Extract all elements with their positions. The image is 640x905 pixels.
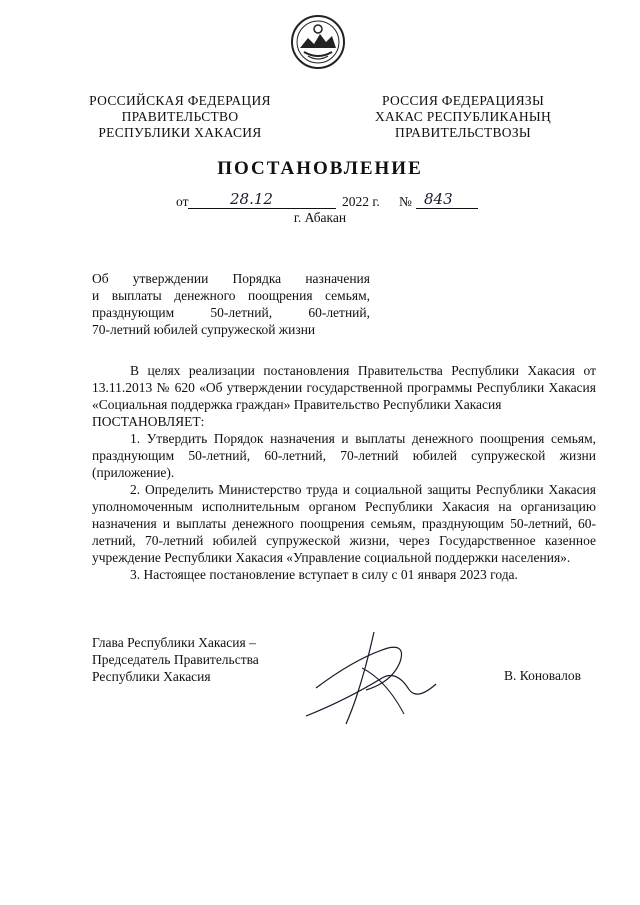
date-underline — [188, 190, 336, 209]
signatory-position-line: Председатель Правительства — [92, 652, 259, 667]
year-label: 2022 г. — [342, 194, 380, 209]
header-left-line: ПРАВИТЕЛЬСТВО — [121, 109, 239, 124]
document-subject — [92, 270, 370, 338]
number-label: № — [399, 194, 412, 209]
subject-line: Об утверждении Порядка назначения — [92, 271, 370, 286]
clause-3: 3. Настоящее постановление вступает в силу с 01 января 2023 года. — [130, 567, 518, 582]
preamble-text: В целях реализации постановления Правительства Республики Хакасия от 13.11.2013 № 620 «Об утверждении государственной программы Республики Хакасия «Социальная поддержка граждан» Правительство Республики Хакасия — [92, 363, 596, 412]
signatory-position-line: Глава Республики Хакасия – — [92, 635, 256, 650]
from-label: от — [176, 194, 189, 209]
clause-2: 2. Определить Министерство труда и социальной защиты Республики Хакасия уполномоченным исполнительным органом Республики Хакасия на организацию назначения и выплаты денежного поощрения семьям, празднующим 50-летний, 60-летний, 70-летний юбилей супружеской жизни, через Государственное казенное учреждение Республики Хакасия «Управление социальной поддержки населения». — [92, 482, 596, 565]
signatory-position — [92, 634, 259, 685]
signatory-name: В. Коновалов — [504, 668, 581, 683]
header-right — [360, 93, 566, 141]
city-label: г. Абакан — [293, 210, 347, 225]
header-left-line: РОССИЙСКАЯ ФЕДЕРАЦИЯ — [89, 93, 271, 108]
preamble-paragraph — [92, 362, 596, 430]
handwritten-date: 28.12 — [230, 190, 273, 208]
signatory-position-line: Республики Хакасия — [92, 669, 211, 684]
subject-line: и выплаты денежного поощрения семьям, — [92, 288, 370, 303]
subject-line: празднующим 50-летний, 60-летний, — [92, 305, 370, 320]
resolves-label: ПОСТАНОВЛЯЕТ: — [92, 414, 205, 429]
handwritten-signature — [296, 628, 446, 728]
header-left — [82, 93, 278, 141]
document-title: ПОСТАНОВЛЕНИЕ — [217, 158, 423, 179]
handwritten-number: 843 — [424, 190, 453, 208]
header-right-line: ХАКАС РЕСПУБЛИКАНЫҢ — [374, 109, 552, 124]
coat-of-arms-emblem — [290, 14, 346, 70]
subject-line: 70-летний юбилей супружеской жизни — [92, 322, 316, 337]
number-underline — [416, 190, 478, 209]
document-body — [92, 362, 596, 583]
header-left-line: РЕСПУБЛИКИ ХАКАСИЯ — [98, 125, 262, 140]
clause-1: 1. Утвердить Порядок назначения и выплаты денежного поощрения семьям, празднующим 50-летний, 60-летний, 70-летний юбилей супружеской жизни (приложение). — [92, 431, 596, 480]
header-right-line: РОССИЯ ФЕДЕРАЦИЯЗЫ — [381, 93, 545, 108]
header-right-line: ПРАВИТЕЛЬСТВОЗЫ — [395, 125, 531, 140]
